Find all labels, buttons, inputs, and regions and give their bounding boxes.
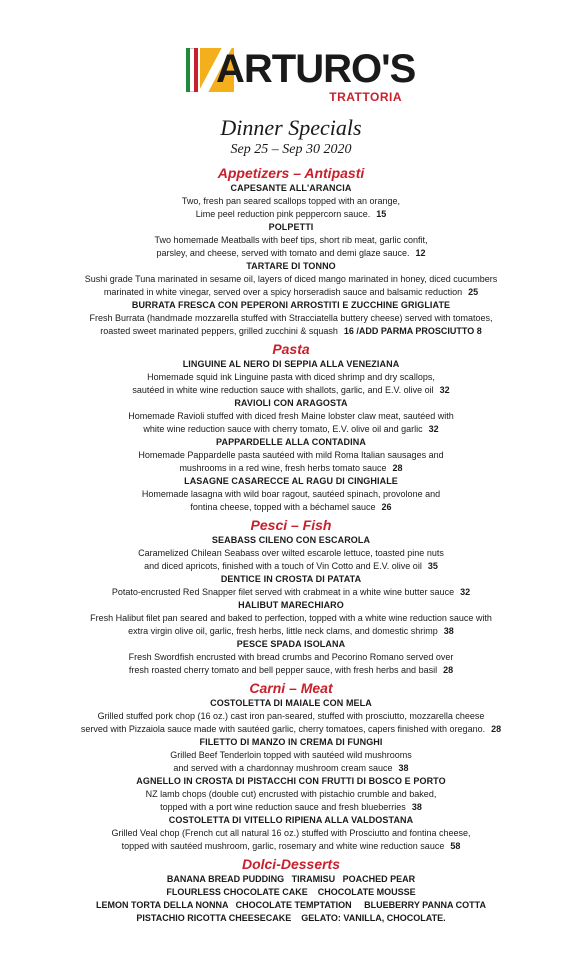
menu-section [0, 516, 582, 677]
description-line [0, 501, 582, 514]
dish-description [0, 788, 582, 814]
dish-name: POLPETTI [268, 222, 314, 232]
menu-section [0, 340, 582, 514]
dish-description [0, 449, 582, 475]
description-line [0, 827, 582, 840]
dish-price: 16 /ADD PARMA PROSCIUTTO 8 [343, 326, 482, 336]
description-text: extra virgin olive oil, garlic, fresh herbs, little neck clams, and domestic shrimp [128, 626, 438, 636]
dish-name: LASAGNE CASARECCE AL RAGU DI CINGHIALE [184, 476, 398, 486]
description-text: Caramelized Chilean Seabass over wilted escarole lettuce, toasted pine nuts [138, 548, 444, 558]
dish-price: 35 [427, 561, 438, 571]
description-text: Grilled Veal chop (French cut all natural 16 oz.) stuffed with Prosciutto and fontina cheese, [111, 828, 471, 838]
description-line [0, 664, 582, 677]
dish-price: 28 [443, 665, 454, 675]
dish-name: PESCE SPADA ISOLANA [236, 639, 346, 649]
dish-name: PAPPARDELLE ALLA CONTADINA [216, 437, 366, 447]
dish-name: LINGUINE AL NERO DI SEPPIA ALLA VENEZIANA [182, 359, 400, 369]
section-title: Carni – Meat [249, 680, 333, 696]
dish-description [0, 195, 582, 221]
dish-price: 26 [381, 502, 392, 512]
description-text: fresh roasted cherry tomato and bell pepper sauce, with fresh herbs and basil [128, 665, 438, 675]
dessert-line: BANANA BREAD PUDDING TIRAMISU POACHED PEAR [166, 874, 416, 884]
dish-price: 32 [439, 385, 450, 395]
description-text: Grilled stuffed pork chop (16 oz.) cast iron pan-seared, stuffed with prosciutto, mozzarella cheese [97, 711, 485, 721]
dish-name: COSTOLETTA DI MAIALE CON MELA [210, 698, 372, 708]
description-line [0, 612, 582, 625]
description-line [0, 788, 582, 801]
dish-description [0, 273, 582, 299]
logo-wordmark: ARTURO'S [216, 47, 416, 91]
description-text: Homemade Ravioli stuffed with diced fresh Maine lobster claw meat, sautéed with [128, 411, 454, 421]
description-text: and served with a chardonnay mushroom cream sauce [173, 763, 393, 773]
dish-name: CAPESANTE ALL'ARANCIA [230, 183, 352, 193]
description-line [0, 371, 582, 384]
description-text: Homemade lasagna with wild boar ragout, sautéed spinach, provolone and [141, 489, 441, 499]
description-line [0, 247, 582, 260]
description-text: and diced apricots, finished with a touch of Vin Cotto and E.V. olive oil [144, 561, 422, 571]
section-title: Appetizers – Antipasti [217, 165, 365, 181]
dish-price: 38 [411, 802, 422, 812]
description-line [0, 749, 582, 762]
dish-description [0, 612, 582, 638]
description-text: Two, fresh pan seared scallops topped with an orange, [181, 196, 401, 206]
dish-price: 28 [491, 724, 502, 734]
dish-name: SEABASS CILENO CON ESCAROLA [211, 535, 371, 545]
description-text: Fresh Burrata (handmade mozzarella stuffed with Stracciatella buttery cheese) served with tomatoes, [89, 313, 493, 323]
menu-section [0, 679, 582, 853]
dish-description [0, 651, 582, 677]
dish-price: 25 [468, 287, 479, 297]
description-text: topped with a port wine reduction sauce and fresh blueberries [160, 802, 406, 812]
section-title: Pesci – Fish [250, 517, 332, 533]
dish-name: AGNELLO IN CROSTA DI PISTACCHI CON FRUTTI DI BOSCO E PORTO [136, 776, 446, 786]
dessert-list [0, 873, 582, 925]
description-line [0, 449, 582, 462]
description-line [0, 488, 582, 501]
dish-name: COSTOLETTA DI VITELLO RIPIENA ALLA VALDOSTANA [168, 815, 414, 825]
dessert-line: LEMON TORTA DELLA NONNA CHOCOLATE TEMPTATION BLUEBERRY PANNA COTTA [96, 900, 486, 910]
description-text: Homemade Pappardelle pasta sautéed with mild Roma Italian sausages and [138, 450, 444, 460]
description-line [0, 273, 582, 286]
description-text: topped with sautéed mushroom, garlic, rosemary and white wine reduction sauce [121, 841, 445, 851]
dessert-line: PISTACHIO RICOTTA CHEESECAKE GELATO: VANILLA, CHOCOLATE. [136, 913, 446, 923]
section-title: Dolci-Desserts [241, 856, 341, 872]
dish-price: 38 [443, 626, 454, 636]
description-line [0, 312, 582, 325]
description-text: Homemade squid ink Linguine pasta with diced shrimp and dry scallops, [147, 372, 435, 382]
description-line [0, 423, 582, 436]
description-line [0, 547, 582, 560]
dish-name: TARTARE DI TONNO [246, 261, 336, 271]
page-title: Dinner Specials [220, 115, 362, 140]
dish-description [0, 488, 582, 514]
description-line [0, 560, 582, 573]
dish-description [0, 710, 582, 736]
description-line [0, 801, 582, 814]
description-line [0, 723, 582, 736]
dish-description [0, 312, 582, 338]
date-range: Sep 25 – Sep 30 2020 [230, 142, 352, 157]
dish-name: BURRATA FRESCA CON PEPERONI ARROSTITI E ZUCCHINE GRIGLIATE [131, 300, 451, 310]
description-text: white wine reduction sauce with cherry tomato, E.V. olive oil and garlic [143, 424, 423, 434]
dish-price: 28 [392, 463, 403, 473]
desserts-section [0, 855, 582, 925]
description-text: Sushi grade Tuna marinated in sesame oil, layers of diced mango marinated in honey, diced cucumbers [84, 274, 498, 284]
description-text: NZ lamb chops (double cut) encrusted with pistachio crumble and baked, [145, 789, 437, 799]
dish-description [0, 410, 582, 436]
dish-name: FILETTO DI MANZO IN CREMA DI FUNGHI [199, 737, 383, 747]
dish-description [0, 371, 582, 397]
dish-price: 32 [460, 587, 471, 597]
section-title: Pasta [272, 341, 310, 357]
dish-description [0, 586, 582, 599]
dish-name: HALIBUT MARECHIARO [238, 600, 344, 610]
description-line [0, 462, 582, 475]
dish-price: 38 [398, 763, 409, 773]
description-line [0, 762, 582, 775]
description-text: Potato-encrusted Red Snapper filet served with crabmeat in a white wine butter sauce [111, 587, 455, 597]
logo-subtitle: TRATTORIA [329, 90, 402, 104]
restaurant-logo [186, 44, 416, 104]
dish-description [0, 547, 582, 573]
description-line [0, 651, 582, 664]
menu-sections [0, 164, 582, 853]
description-text: roasted sweet marinated peppers, grilled zucchini & squash [100, 326, 338, 336]
dish-price: 12 [415, 248, 426, 258]
dish-description [0, 234, 582, 260]
description-line [0, 840, 582, 853]
description-text: marinated in white vinegar, served over a spicy horseradish sauce and balsamic reduction [103, 287, 463, 297]
description-text: Grilled Beef Tenderloin topped with sautéed wild mushrooms [170, 750, 412, 760]
description-line [0, 586, 582, 599]
dish-name: DENTICE IN CROSTA DI PATATA [220, 574, 362, 584]
description-line [0, 208, 582, 221]
description-text: Lime peel reduction pink peppercorn sauce. [195, 209, 371, 219]
menu-section [0, 164, 582, 338]
description-line [0, 234, 582, 247]
dish-name: RAVIOLI CON ARAGOSTA [234, 398, 348, 408]
description-line [0, 286, 582, 299]
description-text: mushrooms in a red wine, fresh herbs tomato sauce [179, 463, 387, 473]
description-line [0, 384, 582, 397]
description-text: parsley, and cheese, served with tomato and demi glaze sauce. [156, 248, 410, 258]
description-line [0, 410, 582, 423]
description-text: fontina cheese, topped with a béchamel sauce [190, 502, 376, 512]
dish-price: 58 [450, 841, 461, 851]
dish-price: 32 [428, 424, 439, 434]
description-text: Fresh Halibut filet pan seared and baked to perfection, topped with a white wine reduction sauce with [90, 613, 492, 623]
description-text: Two homemade Meatballs with beef tips, short rib meat, garlic confit, [154, 235, 428, 245]
description-text: served with Pizzaiola sauce made with sautéed garlic, cherry tomatoes, capers finished with oregano. [80, 724, 486, 734]
italian-flag-icon [186, 48, 198, 92]
dish-description [0, 749, 582, 775]
description-text: sautéed in white wine reduction sauce with shallots, garlic, and E.V. olive oil [132, 385, 434, 395]
description-line [0, 195, 582, 208]
description-line [0, 625, 582, 638]
description-line [0, 710, 582, 723]
dessert-line: FLOURLESS CHOCOLATE CAKE CHOCOLATE MOUSSE [166, 887, 416, 897]
description-line [0, 325, 582, 338]
dish-description [0, 827, 582, 853]
description-text: Fresh Swordfish encrusted with bread crumbs and Pecorino Romano served over [128, 652, 454, 662]
dish-price: 15 [376, 209, 387, 219]
